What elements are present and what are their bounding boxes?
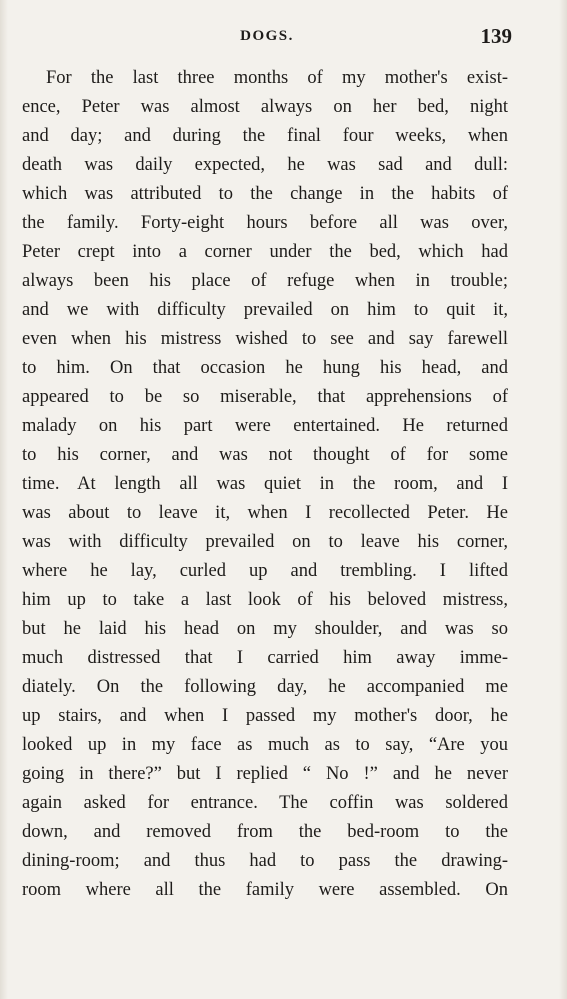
text-line: was about to leave it, when I recollected Peter. He <box>22 503 508 523</box>
text-line: was with difficulty prevailed on to leave his corner, <box>22 532 508 552</box>
text-line: even when his mistress wished to see and say farewell <box>22 329 508 349</box>
running-head-title: DOGS. <box>240 28 294 44</box>
text-line: to his corner, and was not thought of for some <box>22 445 508 465</box>
text-line: much distressed that I carried him away imme- <box>22 648 508 668</box>
text-line: looked up in my face as much as to say, “Are you <box>22 735 508 755</box>
text-line: but he laid his head on my shoulder, and was so <box>22 619 508 639</box>
text-line: room where all the family were assembled. On <box>22 880 508 900</box>
text-line: ence, Peter was almost always on her bed, night <box>22 97 508 117</box>
text-line: again asked for entrance. The coffin was soldered <box>22 793 508 813</box>
text-line: to him. On that occasion he hung his head, and <box>22 358 508 378</box>
running-head <box>22 22 512 52</box>
text-line: Peter crept into a corner under the bed, which had <box>22 242 508 262</box>
text-line: which was attributed to the change in the habits of <box>22 184 508 204</box>
page-edge-right <box>559 0 567 999</box>
text-line: the family. Forty-eight hours before all was over, <box>22 213 508 233</box>
text-line: For the last three months of my mother's exist- <box>46 68 508 88</box>
text-line: down, and removed from the bed-room to the <box>22 822 508 842</box>
body-text <box>22 64 508 905</box>
page-number: 139 <box>480 24 512 48</box>
text-line: dining-room; and thus had to pass the drawing- <box>22 851 508 871</box>
text-line: up stairs, and when I passed my mother's door, he <box>22 706 508 726</box>
text-line: and we with difficulty prevailed on him to quit it, <box>22 300 508 320</box>
text-line: and day; and during the final four weeks, when <box>22 126 508 146</box>
text-line: him up to take a last look of his beloved mistress, <box>22 590 508 610</box>
text-line: death was daily expected, he was sad and dull: <box>22 155 508 175</box>
page-edge-left <box>0 0 8 999</box>
text-line: where he lay, curled up and trembling. I lifted <box>22 561 508 581</box>
text-line: diately. On the following day, he accompanied me <box>22 677 508 697</box>
text-line: time. At length all was quiet in the room, and I <box>22 474 508 494</box>
text-line: appeared to be so miserable, that apprehensions of <box>22 387 508 407</box>
text-line: always been his place of refuge when in trouble; <box>22 271 508 291</box>
text-line: malady on his part were entertained. He returned <box>22 416 508 436</box>
text-line: going in there?” but I replied “ No !” and he never <box>22 764 508 784</box>
